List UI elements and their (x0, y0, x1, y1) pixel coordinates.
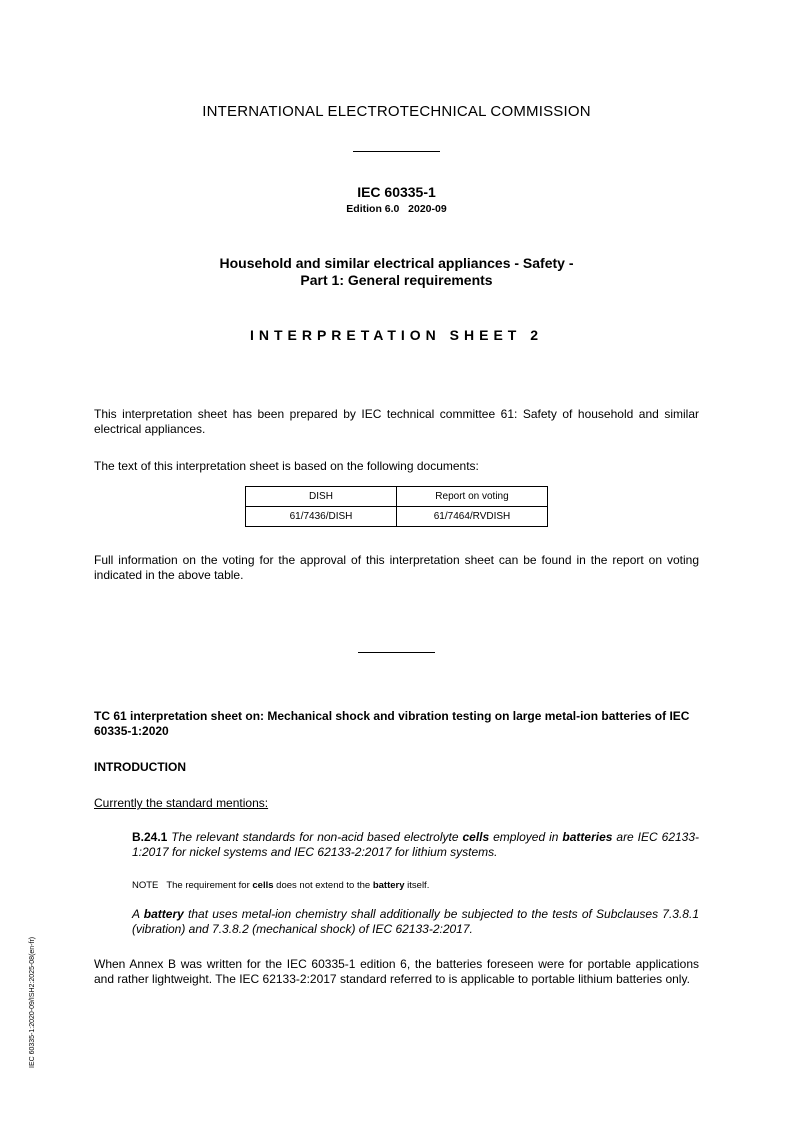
currently-text: Currently the standard mentions: (94, 796, 269, 810)
divider-middle (358, 652, 435, 653)
topic-heading: TC 61 interpretation sheet on: Mechanical shock and vibration testing on large metal-ion batteries of IEC 60335-1:2020 (94, 709, 690, 738)
note-label: NOTE (132, 880, 159, 891)
divider-top (353, 151, 440, 152)
standard-number: IEC 60335-1 (357, 184, 436, 200)
note-term-battery: battery (372, 880, 405, 891)
section-heading: INTRODUCTION (94, 760, 186, 774)
note (132, 880, 699, 891)
clause-term-batteries: batteries (562, 830, 613, 844)
edition-date: Edition 6.0 2020-09 (346, 203, 447, 215)
clause-number: B.24.1 (132, 830, 168, 844)
table-cell: 61/7436/DISH (246, 507, 397, 527)
currently-label (94, 796, 699, 811)
note-term-cells: cells (252, 880, 274, 891)
clause2-text: that uses metal-ion chemistry shall additionally be subjected to the tests of Subclauses 7.3.8.1 (vibration) and 7.3.8.2 (mechanical shock) of IEC 62133-2:2017. (132, 907, 699, 936)
note-text: itself. (404, 880, 430, 891)
clause-text: employed in (489, 830, 563, 844)
clause-term-cells: cells (462, 830, 490, 844)
organization-name: INTERNATIONAL ELECTROTECHNICAL COMMISSION (202, 103, 591, 120)
table-row (246, 507, 548, 527)
clause-metal-ion (132, 907, 699, 937)
clause-text: The relevant standards for non-acid based electrolyte (167, 830, 463, 844)
based-on-paragraph: The text of this interpretation sheet is based on the following documents: (94, 459, 479, 473)
documents-table (245, 486, 548, 527)
side-reference: IEC 60335-1:2020-09/ISH2:2025-08(en-fr) (29, 936, 36, 1068)
document-title-line2: Part 1: General requirements (300, 272, 493, 288)
table-header-cell: DISH (246, 487, 397, 507)
table-header-row (246, 487, 548, 507)
prepared-by-paragraph: This interpretation sheet has been prepared by IEC technical committee 61: Safety of household and similar electrical appliances. (94, 407, 699, 436)
voting-info-paragraph: Full information on the voting for the approval of this interpretation sheet can be found in the report on voting indicated in the above table. (94, 553, 699, 582)
annex-paragraph: When Annex B was written for the IEC 60335-1 edition 6, the batteries foreseen were for portable applications and rather lightweight. The IEC 62133-2:2017 standard referred to is applicable to portable lithium batteries only. (94, 957, 699, 986)
note-text: does not extend to the (273, 880, 373, 891)
clause2-term-battery: battery (143, 907, 184, 921)
clause2-text: A (132, 907, 144, 921)
document-title-line1: Household and similar electrical appliances - Safety - (219, 255, 574, 271)
note-text: The requirement for (166, 880, 253, 891)
clause-text: are IEC 62133-1:2017 for nickel systems and IEC 62133-2:2017 for lithium systems. (132, 830, 700, 859)
clause-b24-1 (132, 830, 699, 860)
table-cell: 61/7464/RVDISH (397, 507, 548, 527)
table-header-cell: Report on voting (397, 487, 548, 507)
interpretation-sheet-label: INTERPRETATION SHEET 2 (249, 327, 544, 343)
